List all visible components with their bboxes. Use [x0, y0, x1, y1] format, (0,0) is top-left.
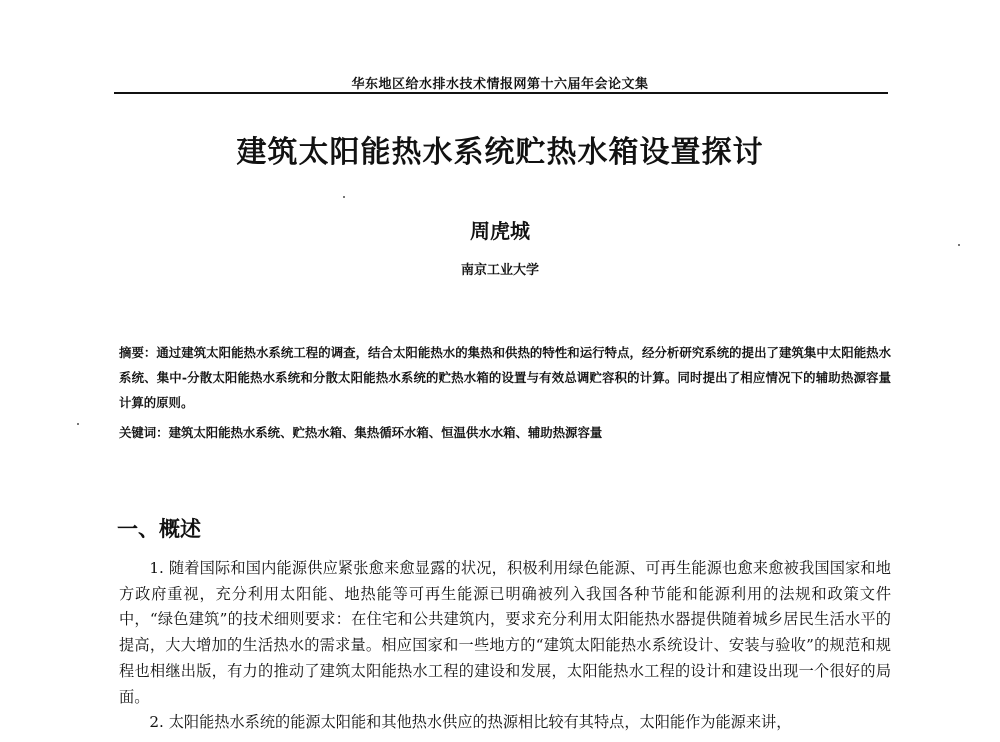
section-heading: 一、概述	[117, 517, 201, 541]
paragraph: 2. 太阳能热水系统的能源太阳能和其他热水供应的热源相比较有其特点，太阳能作为能源来讲，	[149, 713, 792, 732]
abstract-label: 摘要：	[119, 345, 157, 360]
keywords	[119, 423, 891, 443]
header-rule	[114, 92, 888, 94]
scan-speck	[343, 196, 345, 198]
section-body	[119, 556, 891, 736]
abstract	[119, 340, 891, 415]
keywords-text: 建筑太阳能热水系统、贮热水箱、集热循环水箱、恒温供水水箱、辅助热源容量	[168, 425, 603, 440]
keywords-label: 关键词：	[119, 425, 169, 440]
paper-author: 周虎城	[470, 219, 530, 243]
scan-speck	[77, 423, 79, 425]
paragraph: 1. 随着国际和国内能源供应紧张愈来愈显露的状况，积极利用绿色能源、可再生能源也愈来愈被我国国家和地方政府重视，充分利用太阳能、地热能等可再生能源已明确被列入我国各种节能和能源利用的法规和政策文件中，“绿色建筑”的技术细则要求：在住宅和公共建筑内，要求充分利用太阳能热水器提供随着城乡居民生活水平的提高，大大增加的生活热水的需求量。相应国家和一些地方的“建筑太阳能热水系统设计、安装与验收”的规范和规程也相继出版，有力的推动了建筑太阳能热水工程的建设和发展，太阳能热水工程的设计和建设出现一个很好的局面。	[119, 559, 891, 706]
paper-affiliation: 南京工业大学	[460, 263, 539, 278]
paper-title: 建筑太阳能热水系统贮热水箱设置探讨	[236, 135, 764, 170]
running-header: 华东地区给水排水技术情报网第十六届年会论文集	[351, 77, 649, 92]
scan-speck	[958, 244, 960, 246]
abstract-text: 通过建筑太阳能热水系统工程的调查，结合太阳能热水的集热和供热的特性和运行特点，经分析研究系统的提出了建筑集中太阳能热水系统、集中-分散太阳能热水系统和分散太阳能热水系统的贮热水箱的设置与有效总调贮容积的计算。同时提出了相应情况下的辅助热源容量计算的原则。	[119, 345, 892, 410]
